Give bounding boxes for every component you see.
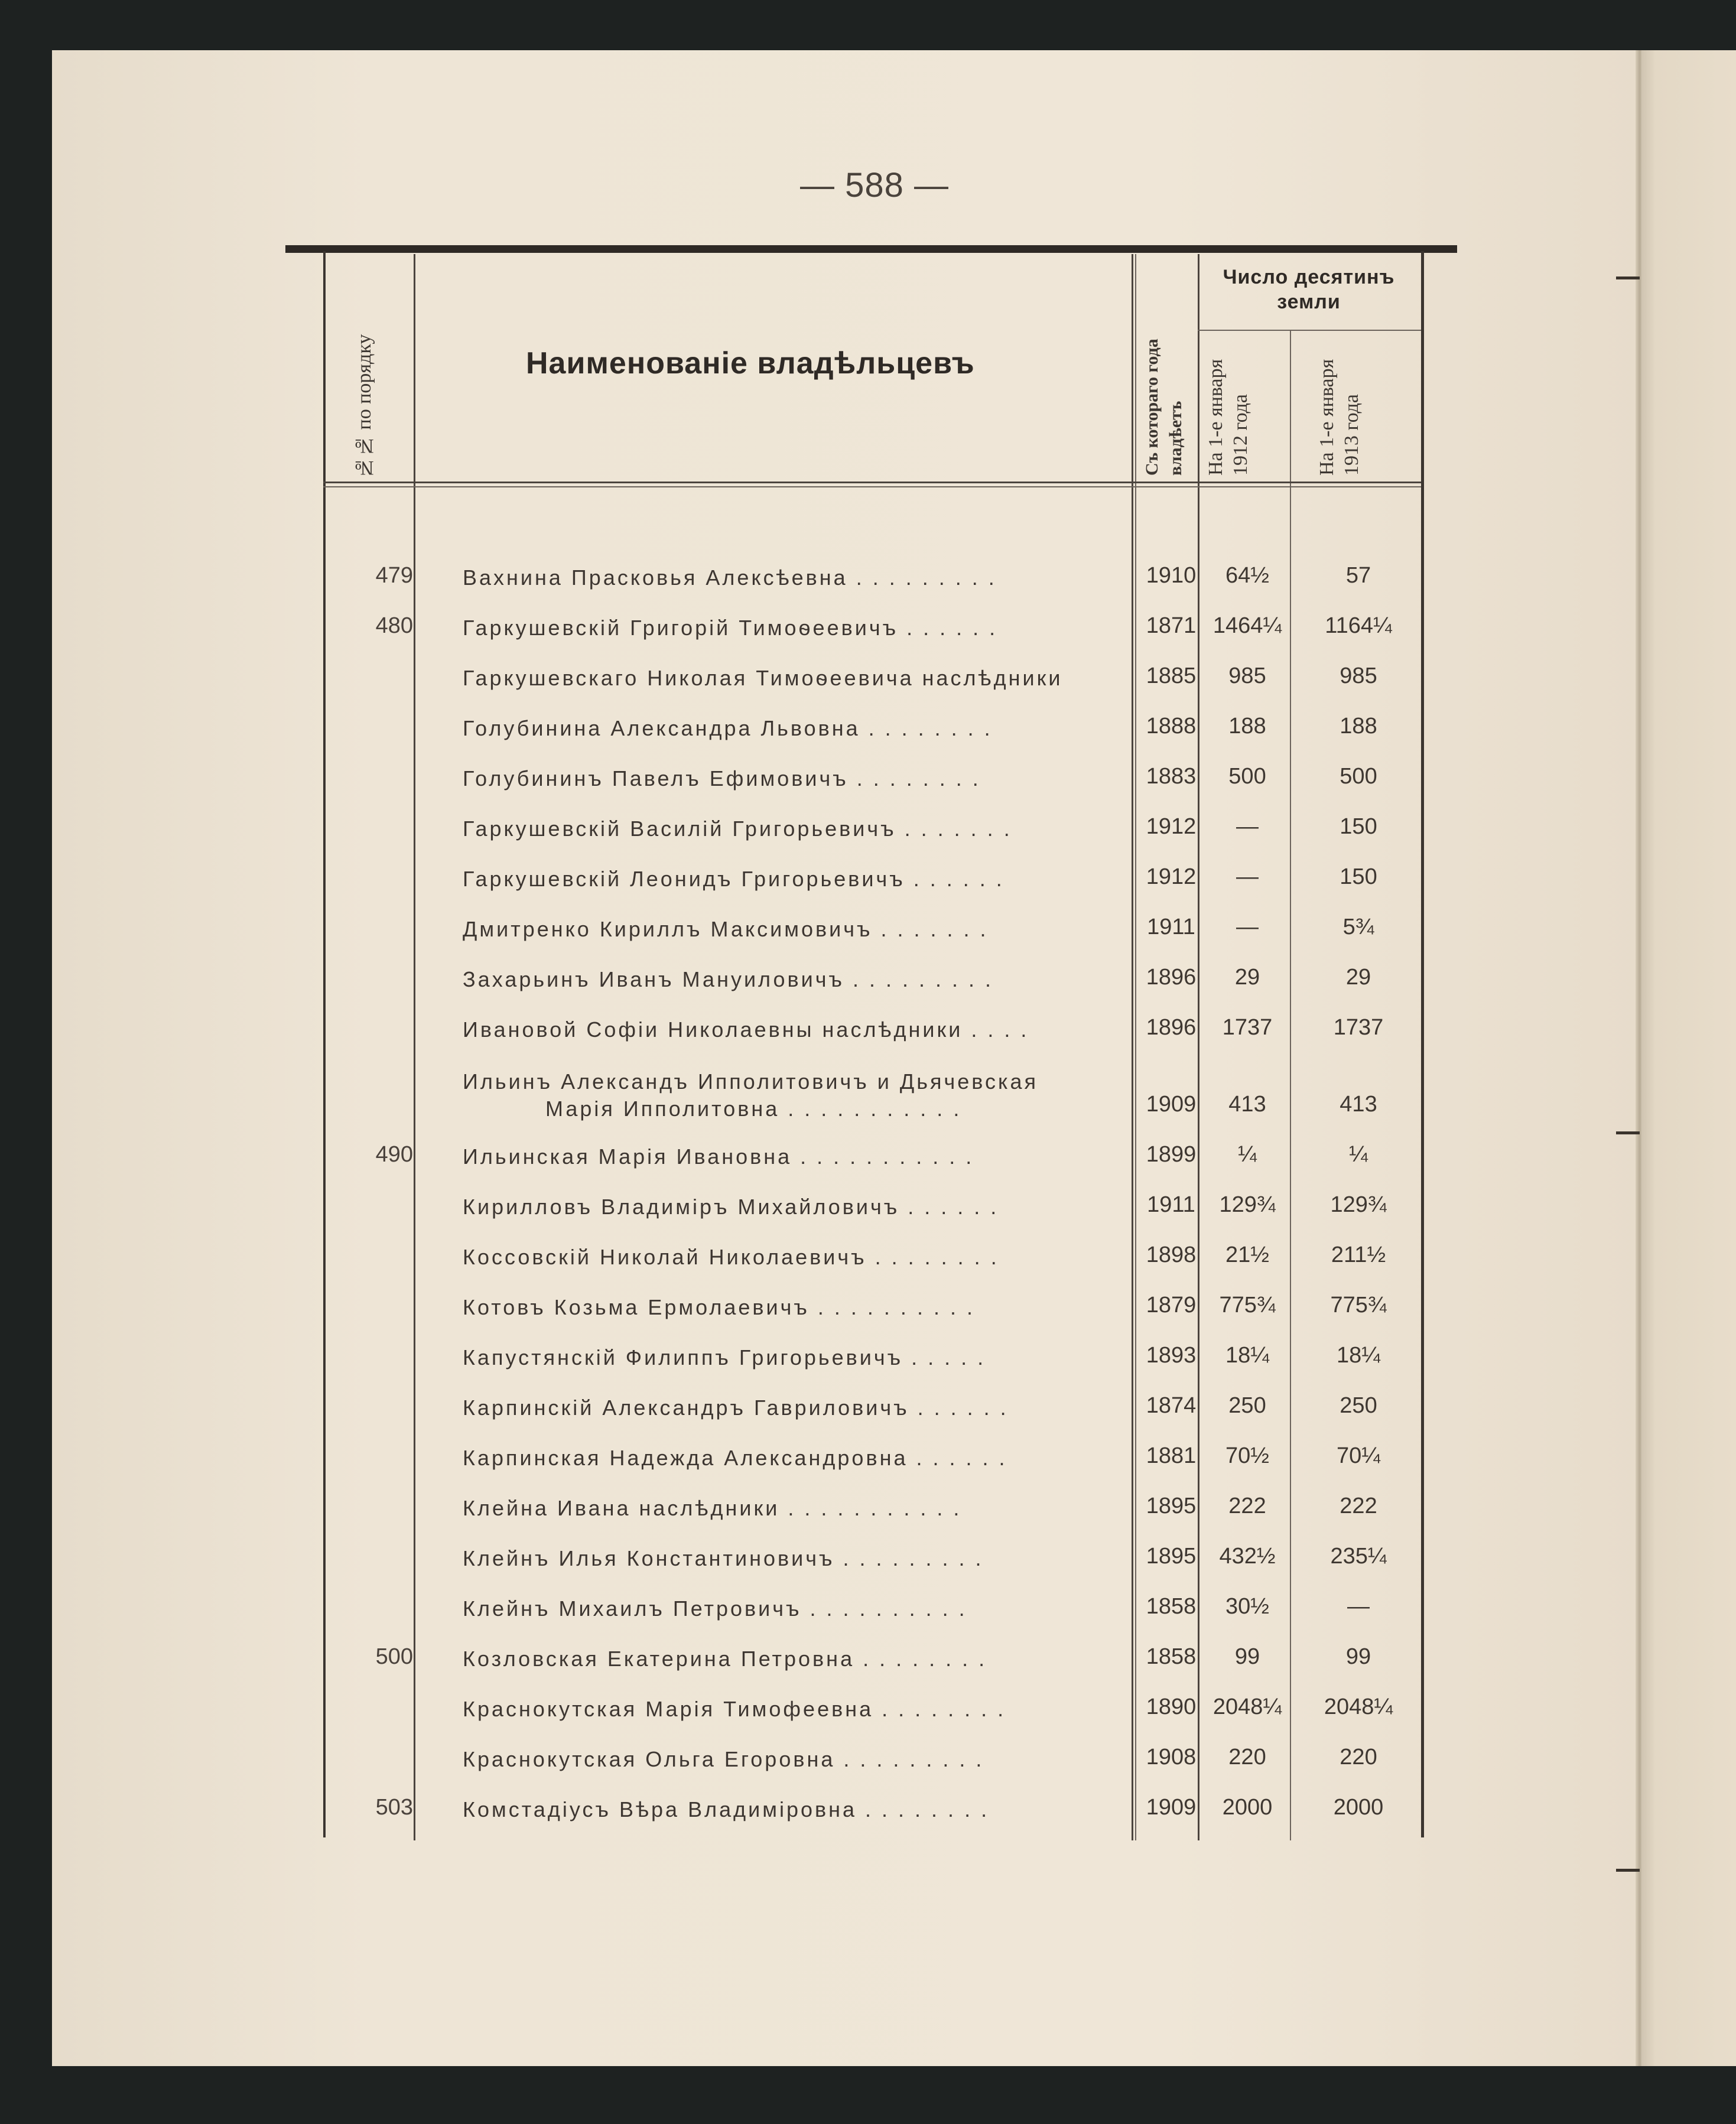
- land-1913: 150: [1340, 814, 1377, 839]
- since-year: 1911: [1147, 1192, 1195, 1217]
- land-1913: 2048¼: [1324, 1694, 1393, 1719]
- owner-name: Дмитренко Кириллъ Максимовичъ . . . . . . .: [463, 917, 989, 941]
- since-year: 1881: [1146, 1443, 1197, 1468]
- owner-name: Ильинская Марія Ивановна . . . . . . . . . . .: [463, 1144, 974, 1169]
- table-row: [326, 854, 1421, 903]
- table-row: [326, 1634, 1421, 1683]
- owner-name: Краснокутская Ольга Егоровна . . . . . . . . .: [463, 1747, 984, 1771]
- owner-name: Котовъ Козьма Ермолаевичъ . . . . . . . . . .: [463, 1295, 975, 1319]
- land-1912: 99: [1234, 1644, 1260, 1669]
- since-year: 1896: [1146, 965, 1197, 990]
- owner-name: Карпинскій Александръ Гавриловичъ . . . . . .: [463, 1396, 1009, 1420]
- table-row: [326, 1684, 1421, 1733]
- table-row: [326, 1282, 1421, 1332]
- land-1912: 1737: [1222, 1015, 1273, 1040]
- row-number: 503: [375, 1795, 413, 1820]
- land-1913: —: [1347, 1594, 1370, 1619]
- since-year: 1879: [1146, 1293, 1197, 1318]
- land-1913: 2000: [1333, 1795, 1384, 1820]
- owner-name: Комстадіусъ Вѣра Владиміровна . . . . . . . .: [463, 1797, 990, 1821]
- land-1912: 30½: [1225, 1594, 1269, 1619]
- header-land-group: Число десятинъ земли: [1223, 266, 1395, 313]
- table-row: [326, 1004, 1421, 1054]
- land-1912: 985: [1228, 663, 1266, 688]
- owner-name: Карпинская Надежда Александровна . . . . . .: [463, 1446, 1007, 1470]
- land-1912: ¼: [1238, 1142, 1257, 1167]
- since-year: 1908: [1146, 1745, 1197, 1770]
- owner-name: Гаркушевскій Григорій Тимоѳеевичъ . . . . . .: [463, 616, 998, 640]
- table-row: [326, 1332, 1421, 1382]
- adjacent-page-edge: [1641, 50, 1736, 2066]
- table-row: [326, 753, 1421, 803]
- since-year: 1890: [1146, 1694, 1197, 1719]
- since-year: 1874: [1146, 1393, 1197, 1418]
- since-year: 1899: [1146, 1142, 1197, 1167]
- table-row: [326, 1483, 1421, 1533]
- owner-name: Коссовскій Николай Николаевичъ . . . . . . . .: [463, 1245, 999, 1269]
- page-edge-mark: [1616, 277, 1640, 279]
- header-group-rule: [1198, 330, 1421, 331]
- row-number: 479: [375, 563, 413, 588]
- since-year: 1912: [1146, 864, 1197, 889]
- owner-name: Клейнъ Михаилъ Петровичъ . . . . . . . . . .: [463, 1596, 967, 1621]
- header-bottom-rule: [323, 486, 1421, 487]
- land-1912: 220: [1228, 1745, 1266, 1770]
- table-row: [326, 703, 1421, 753]
- land-1913: 18¼: [1337, 1343, 1380, 1368]
- owner-name: Гаркушевскій Леонидъ Григорьевичъ . . . . . .: [463, 867, 1004, 891]
- since-year: 1898: [1146, 1242, 1197, 1267]
- land-1913: 235¼: [1330, 1544, 1387, 1569]
- owner-name: Кирилловъ Владиміръ Михайловичъ . . . . . .: [463, 1195, 999, 1219]
- header-name-column: Наименованіе владѣльцевъ: [526, 346, 975, 380]
- land-1913: 985: [1340, 663, 1377, 688]
- land-1913: 220: [1340, 1745, 1377, 1770]
- land-1913: 211½: [1331, 1242, 1386, 1267]
- since-year: 1896: [1146, 1015, 1197, 1040]
- land-1913: 129¾: [1330, 1192, 1387, 1217]
- land-1913: 188: [1340, 714, 1377, 739]
- land-1912: 775¾: [1219, 1293, 1276, 1318]
- land-1912: 29: [1234, 965, 1260, 990]
- owner-name: Клейнъ Илья Константиновичъ . . . . . . . . .: [463, 1546, 984, 1570]
- owner-name: Голубинина Александра Львовна . . . . . . . .: [463, 716, 993, 740]
- owner-name: Гаркушевскаго Николая Тимоѳеевича наслѣдники: [463, 666, 1063, 690]
- table-row: [326, 653, 1421, 702]
- table-row: [326, 1433, 1421, 1482]
- land-1912: 222: [1228, 1494, 1266, 1518]
- row-number: 490: [375, 1142, 413, 1167]
- since-year: 1910: [1146, 563, 1197, 588]
- land-1912: 129¾: [1219, 1192, 1276, 1217]
- land-1913: 413: [1340, 1092, 1377, 1117]
- land-1913: 70¼: [1337, 1443, 1380, 1468]
- table-row: [326, 1734, 1421, 1784]
- page-edge-mark: [1616, 1869, 1640, 1872]
- owner-name: Голубининъ Павелъ Ефимовичъ . . . . . . . .: [463, 766, 981, 791]
- land-1912: 1464¼: [1212, 613, 1282, 638]
- owner-name: Клейна Ивана наслѣдники . . . . . . . . . . .: [463, 1496, 962, 1520]
- land-1913: 775¾: [1330, 1293, 1387, 1318]
- owner-name: Гаркушевскій Василій Григорьевичъ . . . . . . .: [463, 817, 1012, 841]
- table-row: [326, 1583, 1421, 1633]
- land-1913: ¼: [1349, 1142, 1368, 1167]
- land-1912: 18¼: [1225, 1343, 1269, 1368]
- since-year: 1909: [1146, 1795, 1197, 1820]
- page-edge-mark: [1616, 1131, 1640, 1134]
- land-1912: 21½: [1225, 1242, 1269, 1267]
- table-row: [326, 1533, 1421, 1583]
- table-row: [326, 1131, 1421, 1181]
- owner-name: Краснокутская Марія Тимофеевна . . . . . . . .: [463, 1697, 1006, 1721]
- since-year: 1911: [1147, 915, 1195, 939]
- since-year: 1895: [1146, 1544, 1197, 1569]
- land-1913: 222: [1340, 1494, 1377, 1518]
- land-1913: 250: [1340, 1393, 1377, 1418]
- table-row: [326, 1383, 1421, 1432]
- land-1912: 2048¼: [1212, 1694, 1282, 1719]
- since-year: 1912: [1146, 814, 1197, 839]
- land-1912: —: [1236, 915, 1259, 939]
- land-1912: 432½: [1219, 1544, 1276, 1569]
- owner-name: Захарьинъ Иванъ Мануиловичъ . . . . . . . . .: [463, 967, 994, 991]
- land-1913: 1737: [1333, 1015, 1384, 1040]
- since-year: 1883: [1146, 764, 1197, 789]
- header-1912-column: На 1-е января 1912 года: [1205, 359, 1251, 476]
- land-1913: 1164¼: [1325, 613, 1392, 638]
- since-year: 1858: [1146, 1644, 1197, 1669]
- land-1912: —: [1236, 864, 1259, 889]
- land-1913: 99: [1345, 1644, 1371, 1669]
- since-year: 1858: [1146, 1594, 1197, 1619]
- land-1913: 150: [1340, 864, 1377, 889]
- land-1912: 500: [1228, 764, 1266, 789]
- since-year: 1909: [1146, 1092, 1197, 1117]
- land-1912: 64½: [1225, 563, 1269, 588]
- owner-name-line1: Ильинъ Александъ Ипполитовичъ и Дьячевская: [463, 1069, 1039, 1094]
- table-row: [326, 603, 1421, 652]
- land-1912: 413: [1228, 1092, 1266, 1117]
- land-1912: 70½: [1225, 1443, 1269, 1468]
- since-year: 1871: [1146, 613, 1197, 638]
- since-year: 1895: [1146, 1494, 1197, 1518]
- land-1912: 250: [1228, 1393, 1266, 1418]
- since-year: 1893: [1146, 1343, 1197, 1368]
- row-number: 500: [375, 1644, 413, 1669]
- row-number: 480: [375, 613, 413, 638]
- since-year: 1885: [1146, 663, 1197, 688]
- owner-name: Козловская Екатерина Петровна . . . . . . . .: [463, 1647, 987, 1671]
- land-1913: 57: [1345, 563, 1371, 588]
- header-bottom-rule: [323, 482, 1421, 483]
- header-1913-column: На 1-е января 1913 года: [1316, 359, 1363, 476]
- table-row: [326, 904, 1421, 954]
- table-row: [326, 804, 1421, 853]
- table-row: [326, 1784, 1421, 1834]
- header-number-column: №№ по порядку: [353, 334, 375, 479]
- table-row: [326, 1232, 1421, 1281]
- table-row: [326, 1182, 1421, 1231]
- page-number: — 588 —: [800, 166, 949, 204]
- land-1913: 29: [1345, 965, 1371, 990]
- owner-name-line2: Марія Ипполитовна . . . . . . . . . . .: [545, 1097, 962, 1121]
- land-1913: 5¾: [1342, 915, 1374, 939]
- since-year: 1888: [1146, 714, 1197, 739]
- table-row: [326, 954, 1421, 1004]
- table-row: [326, 552, 1421, 602]
- owner-name: Капустянскій Филиппъ Григорьевичъ . . . . .: [463, 1345, 986, 1370]
- owner-name: Ивановой Софіи Николаевны наслѣдники . . . .: [463, 1017, 1029, 1042]
- land-1912: 188: [1228, 714, 1266, 739]
- land-1913: 500: [1340, 764, 1377, 789]
- land-1912: —: [1236, 814, 1259, 839]
- table-top-rule: [285, 245, 1457, 253]
- land-1912: 2000: [1222, 1795, 1273, 1820]
- header-year-column: Съ котораго года владѣетъ: [1142, 339, 1185, 476]
- table-row: [326, 1069, 1421, 1131]
- owner-name: Вахнина Прасковья Алексѣевна . . . . . . . . .: [463, 565, 997, 590]
